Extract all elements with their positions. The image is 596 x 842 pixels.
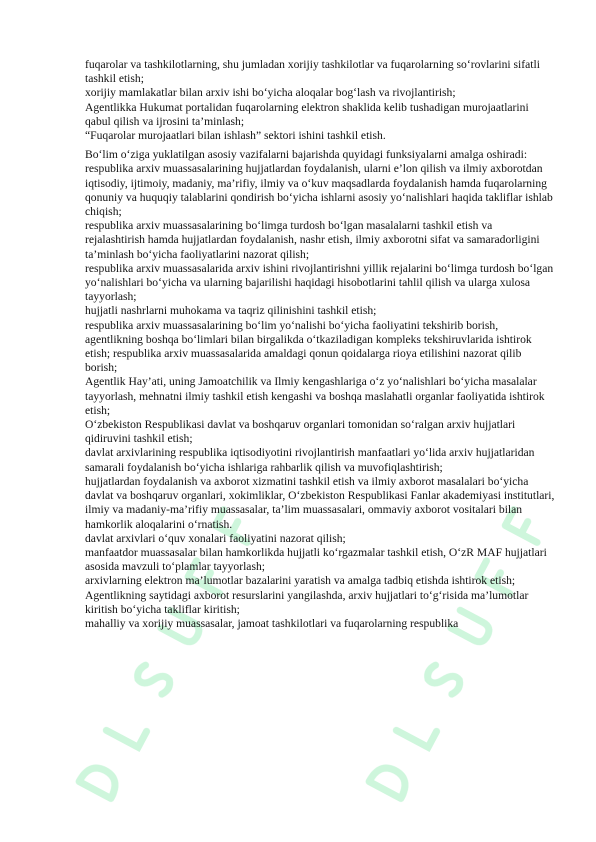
paragraph: respublika arxiv muassasalarining bo‘lim yo‘nalishi bo‘yicha faoliyatini tekshirib borish, agentlikning boshqa bo‘limlari bilan birgalikda o‘tkaziladigan kompleks tekshiruvlarida ishtirok etish; respublika arxiv muassasalarida amaldagi qonun qoidalarga rioya etilishini nazorat qilib borish; bbox=[85, 318, 532, 375]
paragraph: respublika arxiv muassasalarida arxiv ishini rivojlantirishni yillik rejalarini bo‘limga turdosh bo‘lgan yo‘nalishlari bo‘yicha va ularning bajarilishi haqidagi hisobotlarini tahlil qilish va ularga xulosa tayyorlash; bbox=[85, 261, 554, 304]
paragraph: respublika arxiv muassasalarining hujjatlardan foydalanish, ularni e’lon qilish va ilmiy axborotdan iqtisodiy, ijtimoiy, madaniy, ma’rifiy, ilmiy va o‘kuv maqsadlarda foydalanish hamda fuqarolarning qonuniy va huquqiy talablarini qondirish bo‘yicha ishlarni asosiy yo‘nalishlari haqida takliflar ishlab chiqish; bbox=[85, 162, 553, 219]
watermark-letter bbox=[369, 762, 411, 798]
paragraph: Agentlikka Hukumat portalidan fuqarolarning elektron shaklida kelib tushadigan murojaatlarini qabul qilish va ijrosini ta’minlash; bbox=[85, 100, 529, 128]
watermark-letter bbox=[424, 664, 462, 696]
paragraph: “Fuqarolar murojaatlari bilan ishlash” sektori ishini tashkil etish. bbox=[85, 129, 386, 143]
watermark-letter bbox=[79, 762, 121, 798]
paragraph: respublika arxiv muassasalarining bo‘limga turdosh bo‘lgan masalalarni tashkil etish va rejalashtirish hamda hujjatlardan foydalanish, nashr etish, ilmiy axborotni sifat va samaradorligini ta’minlash bo‘yicha faoliyatlarini nazorat qilish; bbox=[85, 219, 540, 261]
paragraph: Agentlikning saytidagi axborot resurslarini yangilashda, arxiv hujjatlari to‘g‘risida ma’lumotlar kiritish bo‘yicha takliflar kiritish; bbox=[85, 588, 529, 616]
paragraph: hujjatli nashrlarni muhokama va taqriz qilinishini tashkil etish; bbox=[85, 304, 377, 318]
document-body bbox=[85, 58, 555, 631]
paragraph: mahalliy va xorijiy muassasalar, jamoat tashkilotlari va fuqarolarning respublika bbox=[85, 616, 459, 630]
paragraph: davlat arxivlari o‘quv xonalari faoliyatini nazorat qilish; bbox=[85, 531, 346, 545]
paragraph: arxivlarning elektron ma’lumotlar bazalarini yaratish va amalga tadbiq etishda ishtirok etish; bbox=[85, 574, 516, 588]
watermark-letter bbox=[396, 714, 436, 747]
paragraph: Bo‘lim o‘ziga yuklatilgan asosiy vazifalarni bajarishda quyidagi funksiyalarni amalga oshiradi: bbox=[85, 148, 528, 162]
watermark-letter bbox=[134, 664, 172, 696]
watermark-letter bbox=[106, 714, 146, 747]
paragraph: O‘zbekiston Respublikasi davlat va boshqaruv organlari tomonidan so‘ralgan arxiv hujjatlari qidiruvini tashkil etish; bbox=[85, 418, 516, 446]
paragraph: davlat arxivlarining respublika iqtisodiyotini rivojlantirish manfaatlari yo‘lida arxiv hujjatlaridan samarali foydalanish bo‘yicha ishlariga rahbarlik qilish va muvofiqlashtirish; bbox=[85, 446, 535, 474]
paragraph: fuqarolar va tashkilotlarning, shu jumladan xorijiy tashkilotlar va fuqarolarning so‘rovlarini sifatli tashkil etish; bbox=[85, 58, 540, 86]
paragraph: Agentlik Hay’ati, uning Jamoatchilik va Ilmiy kengashlariga o‘z yo‘nalishlari bo‘yicha masalalar tayyorlash, mehnatni ilmiy tashkil etish kengashi va boshqa maslahatli organlar faoliyatida ishtirok etish; bbox=[85, 375, 545, 417]
paragraph: manfaatdor muassasalar bilan hamkorlikda hujjatli ko‘rgazmalar tashkil etish, O‘zR MAF hujjatlari asosida mavzuli to‘plamlar tayyorlash; bbox=[85, 545, 547, 574]
paragraph: hujjatlardan foydalanish va axborot xizmatini tashkil etish va ilmiy axborot masalalari bo‘yicha davlat va boshqaruv organlari, xokimliklar, O‘zbekiston Respublikasi Fanlar akademiyasi institutlari, ilmiy va madaniy-ma’rifiy muassasalar, ta’lim muassasalari, ommaviy axborot vositalari bilan hamkorlik aloqalarini o‘rnatish. bbox=[85, 474, 555, 531]
paragraph: xorijiy mamlakatlar bilan arxiv ishi bo‘yicha aloqalar bog‘lash va rivojlantirish; bbox=[85, 86, 456, 100]
